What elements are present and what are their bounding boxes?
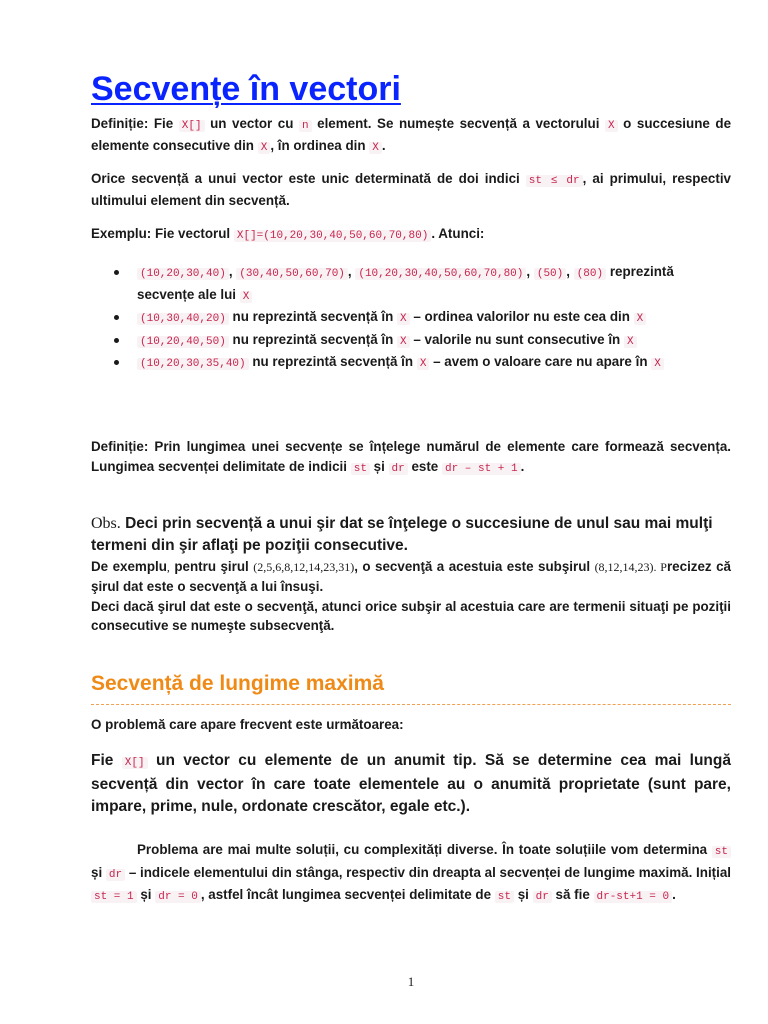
example-subarray: (8,12,14,23). P bbox=[594, 560, 667, 574]
code-length-zero: dr-st+1 = 0 bbox=[594, 891, 673, 903]
text: , bbox=[526, 264, 534, 279]
bullet-icon bbox=[114, 360, 119, 365]
code-sequence: (10,20,30,35,40) bbox=[137, 358, 249, 370]
list-item bbox=[91, 352, 731, 375]
text: Definiție: Prin lungimea unei secvențe se înțelege numărul de elemente care formează secvența. Lungimea secvenței delimitate de indicii bbox=[91, 439, 731, 474]
code-st: st bbox=[351, 463, 370, 475]
page-number: 1 bbox=[407, 974, 415, 989]
text: este bbox=[407, 459, 442, 474]
text: un vector cu elemente de un anumit tip. Să se determine cea mai lungă secvență din vector în care toate elementele au o anumită proprietate (sunt pare, impare, prime, nule, ordonate crescător, egale etc.). bbox=[91, 752, 731, 815]
code-dr-init: dr = 0 bbox=[155, 891, 201, 903]
bullet-icon bbox=[114, 315, 119, 320]
text: element. Se numește secvență a vectorului bbox=[311, 116, 605, 131]
example-subsequence bbox=[91, 557, 731, 596]
code-sequence: (30,40,50,60,70) bbox=[236, 268, 348, 280]
code-x: X bbox=[240, 291, 253, 303]
text: Problema are mai multe soluții, cu complexități diverse. În toate soluțiile vom determina bbox=[137, 842, 712, 857]
subsequence-definition: Deci dacă şirul dat este o secvenţă, atunci orice subşir al acestuia care are termenii situaţi pe poziţii consecutive se numeşte subsecvenţă. bbox=[91, 599, 731, 633]
code-x-array: X[] bbox=[122, 757, 148, 769]
text: . bbox=[672, 887, 676, 902]
text: – valorile nu sunt consecutive în bbox=[409, 331, 624, 347]
solution-paragraph bbox=[91, 840, 731, 908]
text: un vector cu bbox=[204, 116, 299, 131]
text: . Atunci: bbox=[431, 226, 485, 241]
code-sequence: (10,20,30,40,50,60,70,80) bbox=[355, 268, 526, 280]
bullet-icon bbox=[114, 270, 119, 275]
text: , în ordinea din bbox=[270, 138, 370, 153]
problem-statement bbox=[91, 750, 731, 818]
indices-paragraph bbox=[91, 169, 731, 211]
text: și bbox=[514, 887, 533, 902]
text: și bbox=[369, 459, 389, 474]
code-sequence: (10,30,40,20) bbox=[137, 313, 229, 325]
list-item bbox=[91, 330, 731, 353]
code-x: X bbox=[417, 358, 430, 370]
text: nu reprezintă secvență în bbox=[228, 331, 398, 347]
text: , o secvenţă a acestuia este subşirul bbox=[354, 559, 595, 574]
code-sequence: (10,20,30,40) bbox=[137, 268, 229, 280]
code-st: st bbox=[712, 846, 731, 858]
code-x: X bbox=[651, 358, 664, 370]
text: Exemplu: Fie vectorul bbox=[91, 226, 234, 241]
text: . bbox=[520, 459, 525, 474]
text: . bbox=[381, 138, 386, 153]
code-dr: dr bbox=[533, 891, 552, 903]
code-x: X bbox=[369, 142, 382, 154]
text: nu reprezintă secvență în bbox=[228, 309, 398, 324]
code-sequence: (10,20,40,50) bbox=[137, 336, 229, 348]
page-title: Secvențe în vectori bbox=[91, 70, 401, 108]
text: reprezintă secvențe ale lui bbox=[137, 264, 674, 302]
code-st-init: st = 1 bbox=[91, 891, 137, 903]
definition-length bbox=[91, 437, 731, 479]
code-length-formula: dr – st + 1 bbox=[442, 463, 521, 475]
list-item bbox=[91, 307, 731, 330]
text: o succesiune de elemente consecutive din bbox=[91, 116, 732, 153]
text: nu reprezintă secvență în bbox=[248, 354, 417, 369]
code-x: X bbox=[605, 120, 618, 132]
code-x: X bbox=[634, 313, 647, 325]
text: , bbox=[347, 264, 356, 279]
text: și bbox=[91, 864, 106, 880]
example-paragraph bbox=[91, 224, 731, 246]
text: pentru şirul bbox=[169, 559, 254, 574]
code-x: X bbox=[397, 313, 410, 325]
section-title: Secvență de lungime maximă bbox=[91, 672, 384, 695]
text: , bbox=[228, 264, 237, 279]
section-divider bbox=[91, 704, 731, 705]
section-intro: O problemă care apare frecvent este următoarea: bbox=[91, 717, 404, 732]
code-n: n bbox=[299, 120, 312, 132]
text: – indicele elementului din stânga, respectiv din dreapta al secvenței de lungime maximă. Inițial bbox=[125, 864, 732, 880]
text: Fie bbox=[91, 752, 122, 769]
code-x-array: X[] bbox=[179, 120, 205, 132]
text: , astfel încât lungimea secvenței delimitate de bbox=[200, 887, 495, 902]
code-st-le-dr: st ≤ dr bbox=[526, 175, 583, 187]
text: Deci prin secvență a unui şir dat se înţelege o succesiune de unul sau mai mulţi termeni din şir aflaţi pe poziţii consecutive. bbox=[91, 515, 713, 554]
example-list bbox=[91, 262, 731, 375]
bullet-icon bbox=[114, 338, 119, 343]
code-st: st bbox=[495, 891, 514, 903]
text: , ai primului, respectiv ultimului element din secvență. bbox=[91, 171, 731, 208]
text: Orice secvență a unui vector este unic determinată de doi indici bbox=[91, 171, 526, 186]
text: și bbox=[136, 887, 156, 902]
code-x: X bbox=[397, 336, 410, 348]
text: recizez că şirul dat este o secvenţă a lui însuşi. bbox=[91, 559, 731, 594]
code-x: X bbox=[258, 142, 271, 154]
code-example-vector: X[]=(10,20,30,40,50,60,70,80) bbox=[234, 230, 431, 242]
list-item bbox=[91, 262, 731, 307]
text: De exemplu bbox=[91, 559, 167, 574]
code-sequence: (80) bbox=[574, 268, 606, 280]
text: – avem o valoare care nu apare în bbox=[429, 354, 652, 369]
code-x: X bbox=[624, 336, 637, 348]
code-dr: dr bbox=[389, 463, 408, 475]
text: să fie bbox=[551, 887, 594, 902]
text: , bbox=[566, 264, 574, 279]
text: , bbox=[166, 560, 170, 574]
obs-label: Obs. bbox=[91, 515, 121, 532]
text: Definiție: Fie bbox=[91, 116, 179, 131]
text: – ordinea valorilor nu este cea din bbox=[409, 309, 634, 324]
code-dr: dr bbox=[106, 869, 125, 881]
observation bbox=[91, 513, 731, 557]
code-sequence: (50) bbox=[534, 268, 566, 280]
example-array: (2,5,6,8,12,14,23,31) bbox=[253, 560, 355, 574]
definition-sequence bbox=[91, 114, 731, 158]
